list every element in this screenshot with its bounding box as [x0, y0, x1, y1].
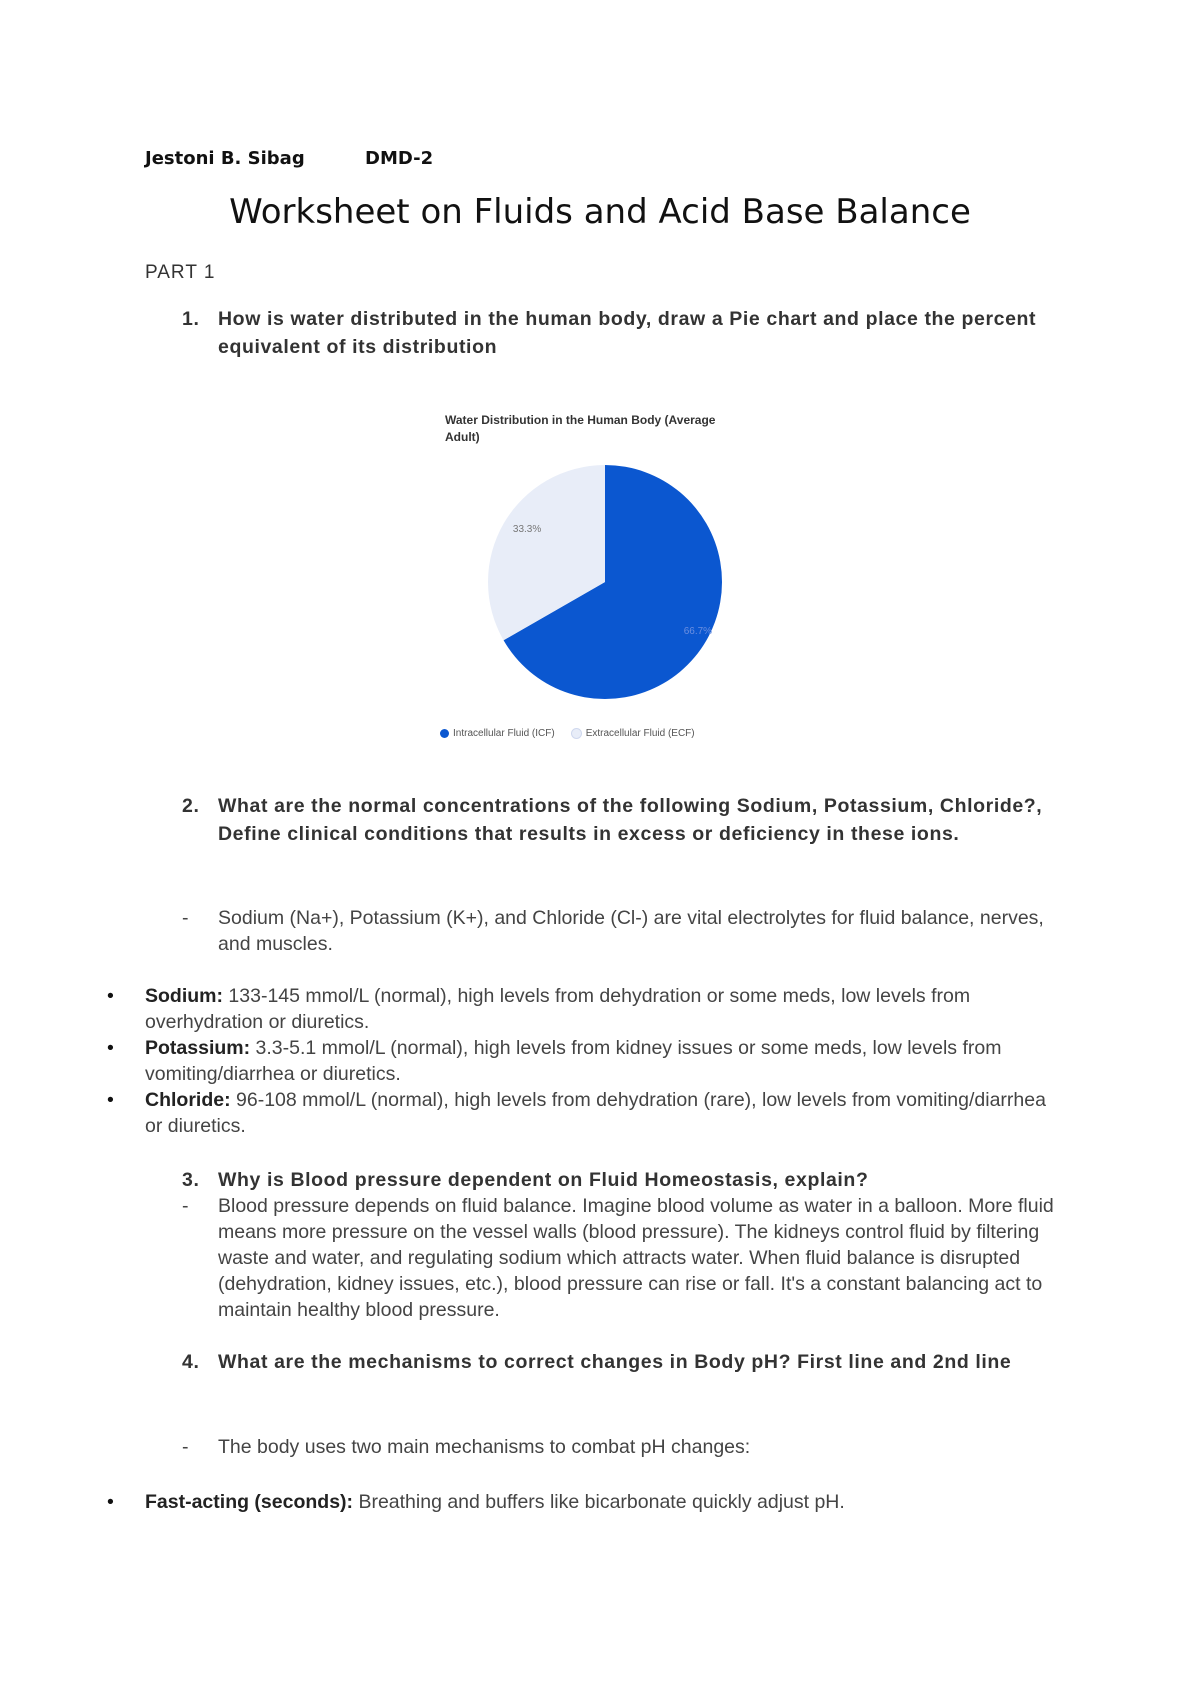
legend-item	[571, 728, 695, 739]
question-2	[182, 792, 1058, 848]
question-1	[182, 305, 1058, 361]
answer-dash: -	[182, 1436, 189, 1458]
question-number: 3.	[182, 1169, 200, 1191]
pie-data-label: 66.7%	[683, 626, 713, 638]
ion-text: 133-145 mmol/L (normal), high levels from dehydration or some meds, low levels from overhydration or diuretics.	[145, 985, 971, 1033]
pie-chart	[440, 408, 760, 748]
chart-legend	[440, 728, 740, 739]
question-4	[182, 1348, 1058, 1376]
question-number: 1.	[182, 308, 200, 330]
ion-list	[107, 983, 1065, 1139]
ion-label: Sodium:	[145, 985, 223, 1007]
page-title: Worksheet on Fluids and Acid Base Balance	[229, 192, 971, 232]
list-item	[107, 983, 1065, 1035]
question-number: 2.	[182, 795, 200, 817]
part-heading: PART 1	[145, 262, 216, 283]
answer-text: The body uses two main mechanisms to combat pH changes:	[218, 1436, 751, 1458]
question-text: What are the normal concentrations of the following Sodium, Potassium, Chloride?, Define clinical conditions that results in excess or deficiency in these ions.	[218, 795, 1043, 845]
legend-label: Intracellular Fluid (ICF)	[453, 728, 555, 739]
list-item	[107, 1087, 1065, 1139]
list-item	[107, 1035, 1065, 1087]
ion-text: 96-108 mmol/L (normal), high levels from dehydration (rare), low levels from vomiting/diarrhea or diuretics.	[145, 1089, 1046, 1137]
legend-swatch	[571, 728, 582, 739]
student-name: Jestoni B. Sibag	[145, 148, 305, 169]
ion-label: Potassium:	[145, 1037, 251, 1059]
pie-data-label: 33.3%	[512, 523, 542, 535]
answer-4	[182, 1434, 1068, 1460]
ion-label: Chloride:	[145, 1089, 231, 1111]
header	[145, 148, 434, 169]
ion-text: 3.3-5.1 mmol/L (normal), high levels from kidney issues or some meds, low levels from vomiting/diarrhea or diuretics.	[145, 1037, 1002, 1085]
answer-3	[182, 1193, 1068, 1323]
bullet: •	[107, 1037, 114, 1059]
section-label: DMD-2	[365, 148, 434, 169]
bullet: •	[107, 985, 114, 1007]
question-text: How is water distributed in the human body, draw a Pie chart and place the percent equivalent of its distribution	[218, 308, 1037, 358]
answer-2	[182, 905, 1068, 957]
question-3	[182, 1166, 1058, 1194]
pie-svg	[440, 408, 760, 718]
chart-title: Water Distribution in the Human Body (Average Adult)	[445, 413, 716, 444]
question-number: 4.	[182, 1351, 200, 1373]
legend-item	[440, 728, 555, 739]
list-item	[107, 1489, 1065, 1515]
mechanism-text: Breathing and buffers like bicarbonate quickly adjust pH.	[353, 1491, 845, 1513]
answer-dash: -	[182, 907, 189, 929]
bullet: •	[107, 1491, 114, 1513]
legend-swatch	[440, 729, 449, 738]
answer-text: Sodium (Na+), Potassium (K+), and Chloride (Cl-) are vital electrolytes for fluid balance, nerves, and muscles.	[218, 907, 1044, 955]
mechanism-list	[107, 1489, 1065, 1515]
bullet: •	[107, 1089, 114, 1111]
answer-dash: -	[182, 1195, 189, 1217]
answer-text: Blood pressure depends on fluid balance. Imagine blood volume as water in a balloon. More fluid means more pressure on the vessel walls (blood pressure). The kidneys control fluid by filtering waste and water, and regulating sodium which attracts water. When fluid balance is disrupted (dehydration, kidney issues, etc.), blood pressure can rise or fall. It's a constant balancing act to maintain healthy blood pressure.	[218, 1195, 1054, 1321]
mechanism-label: Fast-acting (seconds):	[145, 1491, 354, 1513]
question-text: Why is Blood pressure dependent on Fluid Homeostasis, explain?	[218, 1169, 869, 1191]
question-text: What are the mechanisms to correct changes in Body pH? First line and 2nd line	[218, 1351, 1012, 1373]
legend-label: Extracellular Fluid (ECF)	[585, 728, 695, 739]
